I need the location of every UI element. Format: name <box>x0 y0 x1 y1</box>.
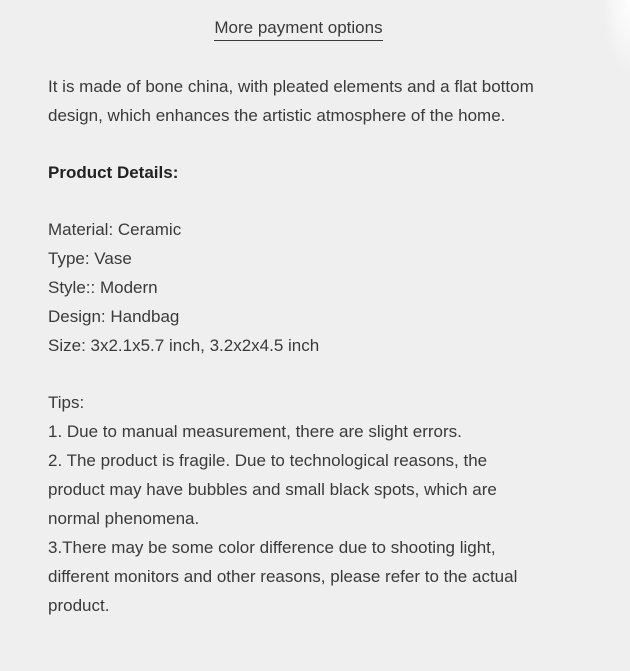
detail-size: Size: 3x2.1x5.7 inch, 3.2x2x4.5 inch <box>48 336 320 355</box>
detail-type: Type: Vase <box>48 249 132 268</box>
tip-item-1: 1. Due to manual measurement, there are slight errors. <box>48 422 462 441</box>
product-description <box>48 72 548 620</box>
edge-shadow <box>604 0 630 70</box>
tip-item-2: 2. The product is fragile. Due to technological reasons, the product may have bubbles and small black spots, which are normal phenomena. <box>48 451 497 528</box>
detail-material: Material: Ceramic <box>48 220 182 239</box>
detail-style: Style:: Modern <box>48 278 158 297</box>
description-intro: It is made of bone china, with pleated elements and a flat bottom design, which enhances the artistic atmosphere of the home. <box>48 77 534 125</box>
tips-heading: Tips: <box>48 393 85 412</box>
product-details-heading: Product Details: <box>48 163 179 182</box>
more-payment-options-container <box>0 18 597 41</box>
more-payment-options-link[interactable]: More payment options <box>214 18 382 41</box>
detail-design: Design: Handbag <box>48 307 180 326</box>
tip-item-3: 3.There may be some color difference due to shooting light, different monitors and other reasons, please refer to the actual product. <box>48 538 518 615</box>
